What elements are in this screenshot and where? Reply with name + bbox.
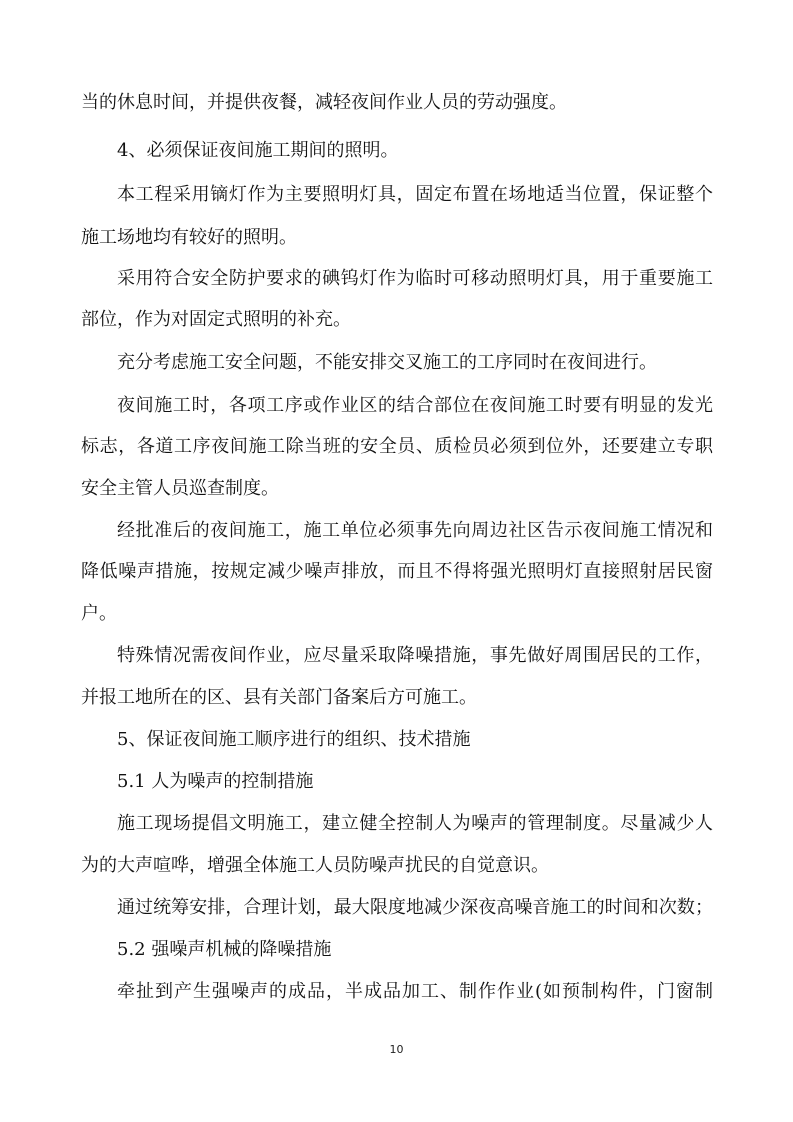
text-line: 安全主管人员巡查制度。 — [81, 478, 279, 499]
subsection-heading: 5.1 人为噪声的控制措施 — [117, 771, 314, 792]
text-line: 标志，各道工序夜间施工除当班的安全员、质检员必须到位外，还要建立专职 — [81, 436, 713, 457]
text-line: 当的休息时间，并提供夜餐，减轻夜间作业人员的劳动强度。 — [81, 92, 567, 113]
text-line: 施工现场提倡文明施工，建立健全控制人为噪声的管理制度。尽量减少人 — [117, 813, 713, 834]
text-line: 降低噪声措施，按规定减少噪声排放，而且不得将强光照明灯直接照射居民窗 — [81, 561, 713, 582]
text-line: 部位，作为对固定式照明的补充。 — [81, 309, 351, 330]
text-line: 经批准后的夜间施工，施工单位必须事先向周边社区告示夜间施工情况和 — [117, 520, 713, 541]
page-number: 10 — [389, 1043, 404, 1056]
text-line: 为的大声喧哗，增强全体施工人员防噪声扰民的自觉意识。 — [81, 855, 549, 876]
text-line: 施工场地均有较好的照明。 — [81, 227, 297, 248]
text-line: 夜间施工时，各项工序或作业区的结合部位在夜间施工时要有明显的发光 — [117, 395, 713, 416]
text-line: 通过统筹安排，合理计划，最大限度地减少深夜高噪音施工的时间和次数； — [117, 897, 713, 918]
section-heading: 5、保证夜间施工顺序进行的组织、技术措施 — [117, 729, 471, 750]
text-line: 采用符合安全防护要求的碘钨灯作为临时可移动照明灯具，用于重要施工 — [117, 268, 713, 289]
text-line: 并报工地所在的区、县有关部门备案后方可施工。 — [81, 687, 477, 708]
text-line: 户。 — [81, 603, 117, 624]
text-line: 本工程采用镝灯作为主要照明灯具，固定布置在场地适当位置，保证整个 — [117, 184, 713, 205]
text-line: 充分考虑施工安全问题，不能安排交叉施工的工序同时在夜间进行。 — [117, 352, 657, 373]
text-line: 牵扯到产生强噪声的成品，半成品加工、制作作业(如预制构件，门窗制 — [117, 981, 713, 1002]
subsection-heading: 5.2 强噪声机械的降噪措施 — [117, 939, 332, 960]
text-line: 特殊情况需夜间作业，应尽量采取降噪措施，事先做好周围居民的工作， — [117, 645, 713, 666]
section-heading: 4、必须保证夜间施工期间的照明。 — [117, 140, 399, 161]
